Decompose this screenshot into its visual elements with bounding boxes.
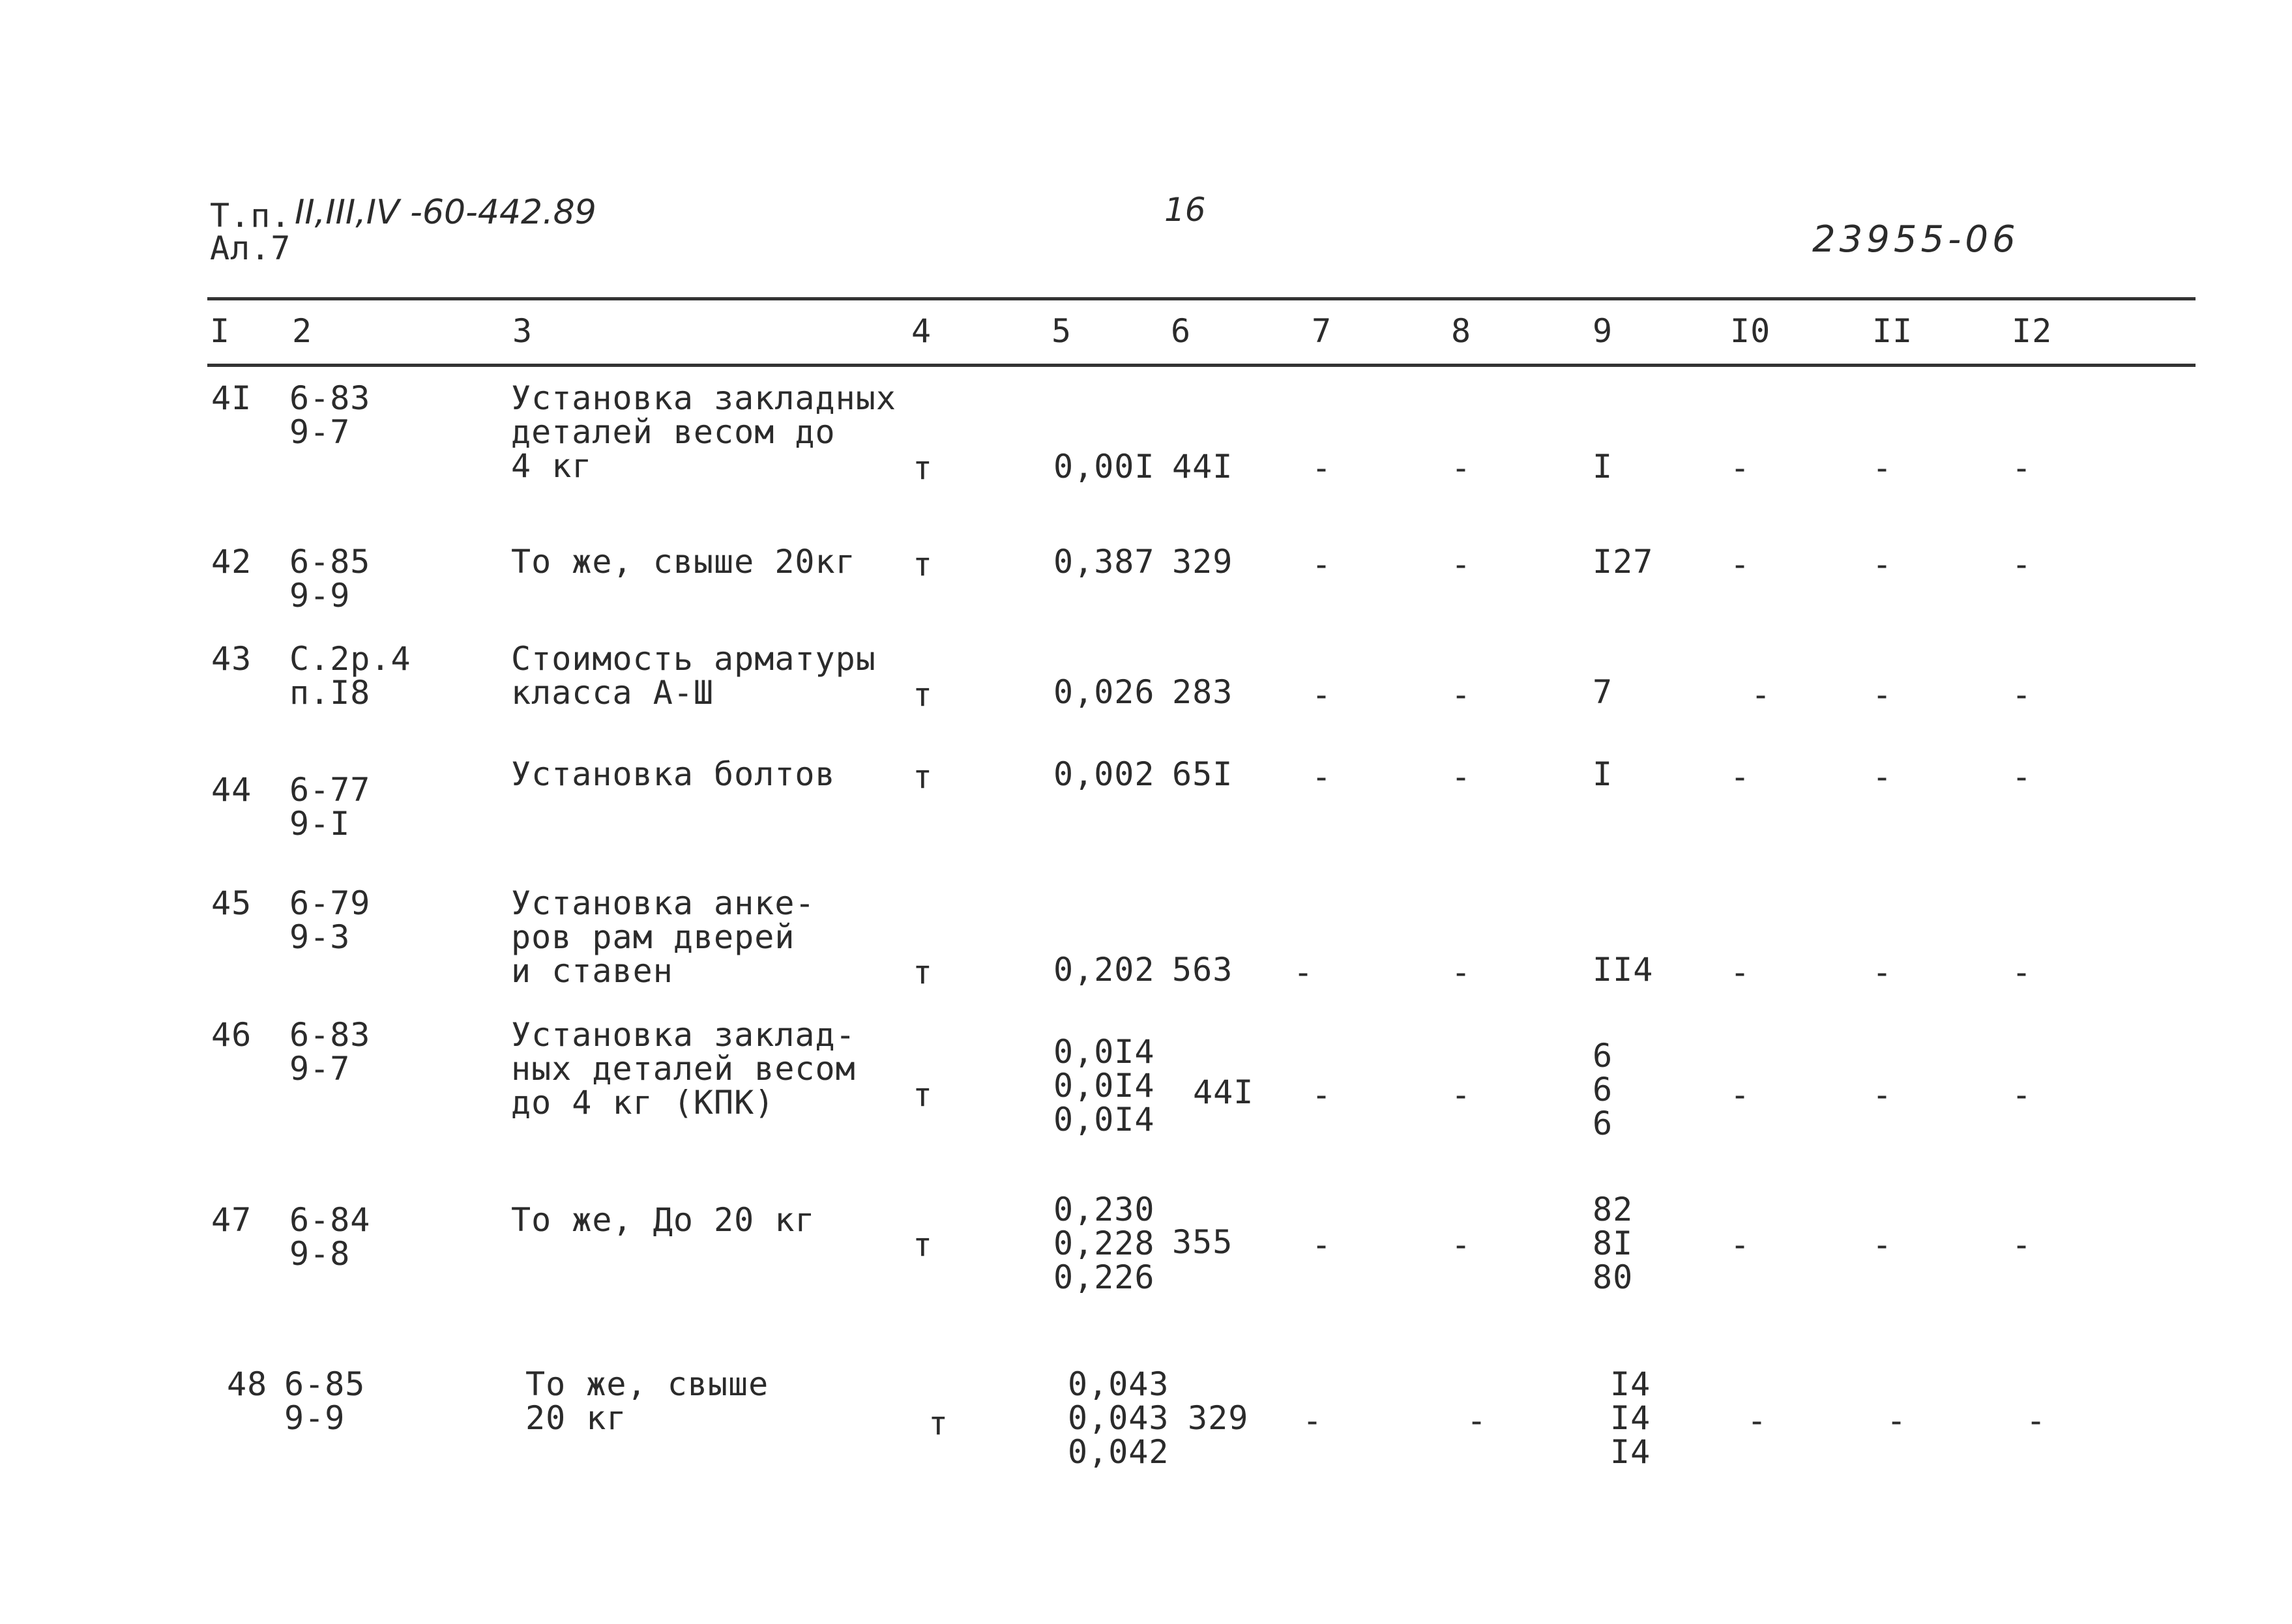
value-col5: 0,026	[1053, 673, 1155, 711]
value-col7: -	[1312, 1076, 1332, 1114]
value-col11: -	[1872, 449, 1893, 487]
unit: т	[913, 758, 933, 796]
value-col6: 329	[1172, 543, 1233, 581]
rate-code: 6-77 9-I	[289, 771, 371, 843]
value-col11: -	[1872, 676, 1893, 714]
col-header-5: 5	[1051, 312, 1072, 350]
value-col7: -	[1312, 545, 1332, 583]
value-col6: 329	[1188, 1399, 1249, 1437]
value-col7: -	[1312, 676, 1332, 714]
work-description: То же, свыше 20кг	[511, 543, 856, 581]
rate-code: 6-79 9-3	[289, 884, 371, 956]
row-number: 45	[211, 884, 252, 922]
value-col10: -	[1730, 545, 1751, 583]
value-col9: 82 8I 80	[1593, 1191, 1634, 1296]
work-description: Установка закладных деталей весом до 4 кг	[511, 379, 896, 485]
work-description: Установка болтов	[511, 755, 836, 793]
unit: т	[913, 1076, 933, 1114]
value-col6: 283	[1172, 673, 1233, 711]
col-header-1: I	[210, 312, 231, 350]
rate-code: 6-83 9-7	[289, 1016, 371, 1088]
value-col7: -	[1312, 1226, 1332, 1264]
value-col5: 0,002	[1053, 755, 1155, 793]
col-header-9: 9	[1593, 312, 1613, 350]
value-col9: I	[1593, 448, 1613, 486]
col-header-10: I0	[1730, 312, 1771, 350]
unit: т	[913, 545, 933, 583]
page-number: 16	[1164, 191, 1206, 229]
col-header-6: 6	[1171, 312, 1192, 350]
value-col5: 0,202	[1053, 951, 1155, 989]
row-number: 44	[211, 771, 252, 809]
value-col6: 44I	[1193, 1073, 1254, 1111]
row-number: 46	[211, 1016, 252, 1054]
value-col8: -	[1467, 1402, 1488, 1440]
work-description: Стоимость арматуры класса А-Ш	[511, 640, 876, 712]
value-col7: -	[1312, 449, 1332, 487]
value-col10: -	[1730, 758, 1751, 796]
value-col9: 6 6 6	[1593, 1037, 1613, 1142]
value-col8: -	[1451, 758, 1472, 796]
value-col12: -	[2012, 545, 2033, 583]
work-description: То же, До 20 кг	[511, 1201, 815, 1239]
col-header-3: 3	[512, 312, 533, 350]
rate-code: 6-83 9-7	[289, 379, 371, 451]
value-col8: -	[1451, 953, 1472, 991]
col-header-11: II	[1872, 312, 1913, 350]
rate-code: 6-84 9-8	[289, 1201, 371, 1273]
value-col6: 65I	[1172, 755, 1233, 793]
doc-ref-handwritten: II,III,IV -60-442.89	[295, 193, 596, 232]
row-number: 4I	[211, 379, 252, 417]
unit: т	[913, 449, 933, 487]
unit: т	[928, 1404, 949, 1442]
col-header-7: 7	[1312, 312, 1332, 350]
value-col9: I	[1593, 755, 1613, 793]
rate-code: С.2р.4 п.I8	[289, 640, 411, 712]
value-col12: -	[2012, 1076, 2033, 1114]
value-col9: I27	[1593, 543, 1654, 581]
value-col11: -	[1872, 1226, 1893, 1264]
value-col8: -	[1451, 1076, 1472, 1114]
value-col9: 7	[1593, 673, 1613, 711]
value-col10: -	[1730, 953, 1751, 991]
value-col12: -	[2012, 1226, 2033, 1264]
value-col5: 0,0I4 0,0I4 0,0I4	[1053, 1033, 1155, 1138]
value-col8: -	[1451, 676, 1472, 714]
col-header-4: 4	[911, 312, 932, 350]
value-col6: 563	[1172, 951, 1233, 989]
value-col8: -	[1451, 449, 1472, 487]
value-col11: -	[1887, 1402, 1907, 1440]
value-col7: -	[1312, 758, 1332, 796]
value-col11: -	[1872, 953, 1893, 991]
work-description: Установка анке- ров рам дверей и ставен	[511, 884, 815, 990]
value-col5: 0,00I	[1053, 448, 1155, 486]
col-header-12: I2	[2012, 312, 2053, 350]
unit: т	[913, 1226, 933, 1264]
rate-code: 6-85 9-9	[289, 543, 371, 615]
value-col8: -	[1451, 545, 1472, 583]
value-col10: -	[1730, 1076, 1751, 1114]
value-col12: -	[2012, 953, 2033, 991]
value-col10: -	[1747, 1402, 1768, 1440]
value-col7: -	[1293, 953, 1314, 991]
value-col10: -	[1730, 1226, 1751, 1264]
value-col5: 0,230 0,228 0,226	[1053, 1191, 1155, 1296]
value-col9: I4 I4 I4	[1610, 1365, 1651, 1471]
value-col5: 0,043 0,043 0,042	[1068, 1365, 1169, 1471]
value-col12: -	[2012, 676, 2033, 714]
unit: т	[913, 953, 933, 991]
value-col8: -	[1451, 1226, 1472, 1264]
value-col12: -	[2012, 449, 2033, 487]
doc-code: 23955-06	[1812, 218, 2020, 261]
value-col7: -	[1302, 1402, 1323, 1440]
row-number: 42	[211, 543, 252, 581]
value-col11: -	[1872, 1076, 1893, 1114]
value-col10: -	[1751, 676, 1772, 714]
table-header-rule	[207, 364, 2196, 367]
album-label: Ал.7	[210, 229, 291, 267]
value-col10: -	[1730, 449, 1751, 487]
value-col12: -	[2012, 758, 2033, 796]
doc-ref-label: Т.п.	[210, 197, 291, 235]
row-number: 48	[227, 1365, 268, 1403]
value-col6: 44I	[1172, 448, 1233, 486]
value-col11: -	[1872, 758, 1893, 796]
value-col5: 0,387	[1053, 543, 1155, 581]
col-header-8: 8	[1451, 312, 1472, 350]
work-description: Установка заклад- ных деталей весом до 4 кг (КПК)	[511, 1016, 856, 1122]
value-col12: -	[2026, 1402, 2047, 1440]
unit: т	[913, 676, 933, 714]
row-number: 43	[211, 640, 252, 678]
rate-code: 6-85 9-9	[284, 1365, 366, 1437]
value-col9: II4	[1593, 951, 1654, 989]
value-col6: 355	[1172, 1223, 1233, 1261]
row-number: 47	[211, 1201, 252, 1239]
table-top-rule	[207, 297, 2196, 300]
work-description: То же, свыше 20 кг	[525, 1365, 769, 1437]
col-header-2: 2	[292, 312, 313, 350]
value-col11: -	[1872, 545, 1893, 583]
